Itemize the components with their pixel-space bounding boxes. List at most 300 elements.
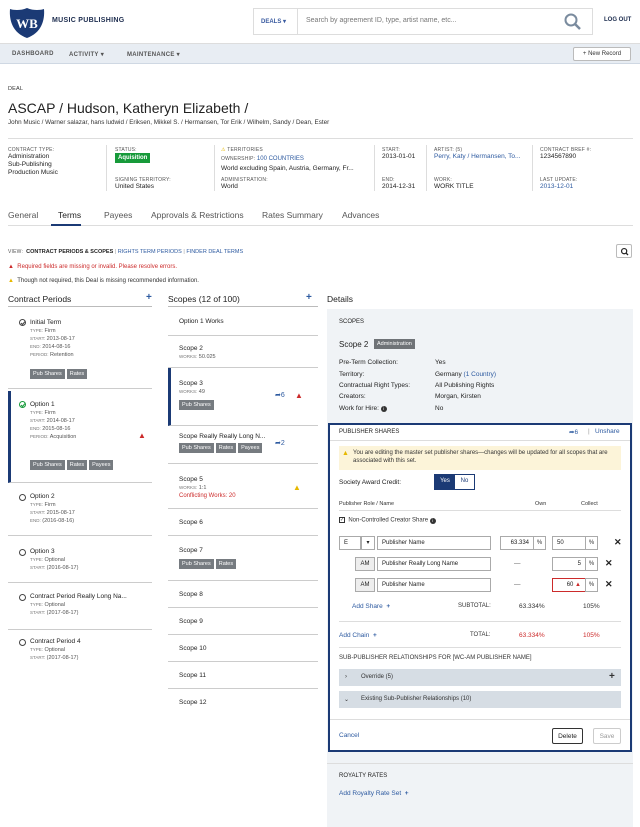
plus-icon: + — [404, 790, 409, 797]
list-item-scope[interactable] — [168, 307, 318, 336]
chevron-down-icon: ⌄ — [344, 697, 350, 703]
existing-label: Existing Sub-Publisher Relationships (10) — [361, 696, 472, 702]
nav-activity[interactable]: ACTIVITY ▾ — [69, 52, 105, 58]
error-icon: ▲ — [295, 391, 303, 400]
period-end: (2016-08-16) — [42, 518, 75, 524]
warning-icon: ▲ — [8, 278, 14, 284]
period-end-row — [30, 426, 70, 432]
col-own-header: Own — [535, 501, 547, 507]
percent-label: % — [585, 557, 598, 571]
type-label: TYPE: — [30, 328, 44, 333]
list-item-scope[interactable] — [168, 689, 318, 716]
col-role-header: Publisher Role / Name — [339, 501, 395, 507]
save-button[interactable]: Save — [593, 728, 621, 744]
toggle-no[interactable]: No — [460, 478, 469, 484]
tabs-divider — [8, 225, 633, 226]
shared-count[interactable] — [569, 428, 578, 436]
divider — [339, 647, 621, 648]
scope-type-tag — [374, 339, 415, 349]
type-label: TYPE: — [30, 410, 44, 415]
scope-works — [179, 389, 205, 395]
period-type: Optional — [44, 557, 66, 563]
period-name: Contract Period 4 — [30, 638, 81, 645]
share-icon: ➦ — [569, 429, 575, 436]
list-item-scope[interactable] — [168, 581, 318, 608]
works-value: 49 — [198, 389, 205, 395]
scope-name: Scope Really Really Long N... — [179, 433, 266, 440]
svg-text:WB: WB — [16, 16, 38, 31]
period-type: Optional — [44, 602, 66, 608]
scope-name: Scope 7 — [179, 547, 203, 554]
conflict-text: Conflicting Works: 20 — [179, 493, 236, 499]
search-scope-dropdown[interactable]: DEALS ▾ — [254, 9, 298, 34]
period-start-row — [30, 655, 78, 661]
divider — [339, 621, 621, 622]
period-start-row — [30, 510, 75, 516]
nav-dashboard[interactable]: DASHBOARD — [12, 51, 54, 57]
scope-name: Option 1 Works — [179, 318, 224, 325]
territories-label-text: TERRITORIES — [227, 147, 263, 153]
period-type: Firm — [44, 328, 56, 334]
scope-detail-name: Scope 2 — [339, 340, 369, 349]
chevron-right-icon: › — [345, 674, 347, 680]
divider — [330, 440, 630, 441]
period-period-row — [30, 352, 74, 358]
period-start: 2013-08-17 — [46, 336, 75, 342]
search-bar[interactable] — [253, 8, 593, 35]
list-item-period[interactable] — [8, 632, 152, 677]
meta-divider — [374, 145, 375, 191]
signing-territory-value: United States — [115, 183, 155, 190]
chevron-down-icon: ▾ — [366, 540, 370, 546]
active-tab-indicator — [51, 224, 81, 226]
deal-title: ASCAP / Hudson, Katheryn Elizabeth / — [8, 100, 249, 116]
detail-key: Creators: — [339, 393, 366, 400]
add-share-label: Add Share — [352, 603, 383, 610]
period-start-row — [30, 336, 75, 342]
share-count: 2 — [280, 440, 285, 447]
last-update-label: LAST UPDATE: — [540, 177, 578, 183]
total-own: 63.334% — [519, 632, 545, 639]
percent-label: % — [585, 578, 598, 592]
end-label: END: — [30, 426, 41, 431]
search-terms-button[interactable] — [616, 244, 632, 258]
tab-rates-summary[interactable]: Rates Summary — [262, 210, 323, 220]
period-label: PERIOD: — [30, 352, 49, 357]
period-start-row — [30, 610, 78, 616]
circle-icon — [19, 494, 26, 501]
pub-shares-tag[interactable]: Pub Shares — [30, 460, 65, 470]
start-label: START: — [30, 510, 46, 515]
end-label: END: — [30, 344, 41, 349]
period-type-row — [30, 410, 56, 416]
list-item-period[interactable] — [8, 485, 152, 536]
period-type-row — [30, 602, 65, 608]
period-period-row — [30, 434, 76, 440]
period-type: Firm — [44, 410, 56, 416]
role-dropdown-caret[interactable] — [361, 536, 375, 550]
col-collect-header: Collect — [581, 501, 598, 507]
total-collect: 105% — [583, 632, 600, 639]
payees-tag[interactable]: Payees — [238, 443, 262, 453]
own-value: — — [514, 560, 521, 567]
rates-tag[interactable]: Rates — [216, 443, 236, 453]
publisher-name-input[interactable]: Publisher Name — [377, 578, 491, 592]
add-royalty-link[interactable] — [339, 790, 409, 797]
nav-maintenance[interactable]: MAINTENANCE ▾ — [127, 52, 180, 58]
remove-row-icon[interactable]: ✕ — [614, 537, 622, 547]
share-count: 6 — [574, 429, 579, 436]
period-type: Firm — [44, 502, 56, 508]
period-type-row — [30, 502, 56, 508]
warning-banner-text: You are editing the master set publisher shares—changes will be updated for all scopes that are associated with this set. — [353, 450, 608, 465]
separator: | — [588, 428, 590, 435]
period-type-row — [30, 557, 65, 563]
role-select[interactable] — [339, 536, 361, 550]
subtotal-own: 63.334% — [519, 603, 545, 610]
scope-works — [179, 485, 206, 491]
royalty-rates-heading: ROYALTY RATES — [339, 773, 388, 779]
list-item-scope[interactable] — [168, 608, 318, 635]
search-scope-label: DEALS — [261, 19, 282, 25]
remove-row-icon[interactable]: ✕ — [605, 558, 613, 568]
list-item-scope[interactable] — [168, 426, 318, 464]
period-end: 2014-08-16 — [42, 344, 71, 350]
override-label: Override (5) — [361, 674, 394, 680]
list-item-period-selected[interactable] — [8, 391, 152, 483]
start-label: START: — [30, 336, 46, 341]
view-option-contract-periods[interactable]: CONTRACT PERIODS & SCOPES — [26, 249, 114, 255]
scope-type-tag-text: Administration — [374, 339, 415, 349]
type-label: TYPE: — [30, 557, 44, 562]
period-start: (2016-08-17) — [46, 565, 79, 571]
role-value: E — [344, 540, 349, 546]
warning-icon: ▲ — [293, 483, 301, 492]
signing-territory-label: SIGNING TERRITORY: — [115, 177, 171, 183]
work-value: WORK TITLE — [434, 183, 474, 190]
pub-shares-tag[interactable]: Pub Shares — [179, 400, 214, 410]
period-type-row — [30, 328, 56, 334]
last-update-link[interactable]: 2013-12-01 — [540, 183, 574, 190]
status-badge-text: Aquisition — [115, 153, 150, 163]
ownership-row — [221, 156, 304, 162]
circle-icon — [19, 594, 26, 601]
top-bar — [0, 0, 640, 44]
start-label: START: — [30, 418, 46, 423]
meta-divider — [106, 145, 107, 191]
scope-name: Scope 3 — [179, 380, 203, 387]
own-input[interactable]: 63.334 — [500, 536, 534, 550]
contract-type-value-3: Production Music — [8, 169, 58, 176]
total-label: TOTAL: — [470, 632, 491, 638]
deal-eyebrow: DEAL — [8, 86, 24, 92]
warning-alert — [8, 278, 199, 284]
period-start: 2015-08-17 — [46, 510, 75, 516]
warning-icon: ⚠ — [221, 147, 226, 153]
period-name: Option 3 — [30, 548, 55, 555]
rates-tag[interactable]: Rates — [216, 559, 236, 569]
works-value: 50.025 — [198, 354, 216, 360]
period-start-row — [30, 418, 75, 424]
warning-banner — [339, 446, 621, 470]
start-label: START: — [30, 565, 46, 570]
existing-sub-pub-accordion[interactable] — [339, 691, 621, 708]
period-label: PERIOD: — [30, 434, 49, 439]
administration-value: World — [221, 183, 238, 190]
list-item-scope-selected[interactable] — [168, 368, 318, 426]
list-item-period[interactable] — [8, 538, 152, 583]
subtotal-label: SUBTOTAL: — [458, 603, 491, 609]
rates-tag[interactable]: Rates — [67, 460, 87, 470]
period-end-row — [30, 344, 70, 350]
scope-works — [179, 354, 216, 360]
divider — [339, 510, 621, 511]
list-item-scope[interactable] — [168, 336, 318, 368]
publisher-shares-heading: PUBLISHER SHARES — [339, 429, 400, 435]
view-label: VIEW: — [8, 249, 24, 255]
tab-advances[interactable]: Advances — [342, 210, 380, 220]
checkbox[interactable]: ✓ — [340, 517, 345, 523]
new-record-button[interactable]: + New Record — [573, 47, 631, 61]
app-name: MUSIC PUBLISHING — [52, 17, 125, 24]
tag-row — [30, 460, 115, 470]
share-count: 6 — [280, 392, 285, 399]
society-award-label: Society Award Credit: — [339, 479, 402, 486]
scope-name: Scope 12 — [179, 699, 207, 706]
search-input[interactable]: Search by agreement ID, type, artist name, etc... — [306, 17, 457, 24]
artist-link[interactable]: Perry, Katy / Hermansen, To... — [434, 153, 521, 160]
scopes-heading: SCOPES — [339, 319, 365, 325]
search-icon — [618, 246, 632, 258]
percent-label: % — [533, 536, 546, 550]
type-label: TYPE: — [30, 502, 44, 507]
meta-divider — [532, 145, 533, 191]
publisher-name-input[interactable]: Publisher Name — [377, 536, 491, 550]
start-label: START: — [382, 147, 400, 153]
own-value: — — [514, 581, 521, 588]
deal-parties: John Music / Warner salazar, hans ludwid / Eriksen, Mikkel S. / Hermansen, Tor Erik / Wilhelm, Sandy / Dean, Ester — [8, 119, 330, 126]
list-item-period[interactable] — [8, 307, 152, 389]
meta-divider — [426, 145, 427, 191]
tag-row — [179, 443, 264, 453]
check-circle-icon — [19, 401, 26, 408]
subtotal-collect: 105% — [583, 603, 600, 610]
divider — [330, 719, 630, 720]
start-label: START: — [30, 655, 46, 660]
plus-icon: + — [386, 603, 391, 610]
contract-type-value-2: Sub-Publishing — [8, 161, 52, 168]
detail-value: Yes — [435, 359, 446, 366]
rates-tag[interactable]: Rates — [67, 369, 87, 379]
wb-logo-icon[interactable] — [8, 7, 46, 39]
delete-button[interactable]: Delete — [552, 728, 583, 744]
add-scope-icon[interactable]: + — [306, 292, 312, 303]
nav-activity-label: ACTIVITY — [69, 52, 99, 58]
scope-name: Scope 8 — [179, 591, 203, 598]
add-period-icon[interactable]: + — [146, 292, 152, 303]
list-item-scope[interactable] — [168, 464, 318, 509]
status-badge — [115, 153, 150, 163]
publisher-name-input[interactable]: Publisher Really Long Name — [377, 557, 491, 571]
list-item-scope[interactable] — [168, 635, 318, 662]
details-title: Details — [327, 294, 353, 304]
toggle-yes[interactable]: Yes — [435, 475, 455, 489]
error-text: Required fields are missing or invalid. Please resolve errors. — [17, 264, 178, 270]
period-end: 2015-08-16 — [42, 426, 71, 432]
artist-label: ARTIST: (5) — [434, 147, 463, 153]
work-for-hire-label: Work for Hire: — [339, 405, 379, 412]
period-start: (2017-08-17) — [46, 610, 79, 616]
info-icon[interactable]: i — [381, 406, 387, 412]
contract-type-label: CONTRACT TYPE: — [8, 147, 55, 153]
tab-terms[interactable]: Terms — [58, 210, 82, 220]
plus-icon: + — [372, 632, 377, 639]
add-chain-link[interactable] — [339, 632, 377, 639]
shared-count[interactable] — [275, 439, 285, 447]
work-label: WORK: — [434, 177, 452, 183]
check-circle-icon — [19, 319, 26, 326]
pub-shares-tag[interactable]: Pub Shares — [30, 369, 65, 379]
pub-shares-tag[interactable]: Pub Shares — [179, 559, 214, 569]
pub-shares-tag[interactable]: Pub Shares — [179, 443, 214, 453]
scope-name: Scope 11 — [179, 672, 206, 679]
works-value: 1:1 — [198, 485, 207, 491]
list-item-scope[interactable] — [168, 662, 318, 689]
period-name: Initial Term — [30, 319, 62, 326]
circle-icon — [19, 549, 26, 556]
unshare-link[interactable]: Unshare — [595, 428, 620, 435]
view-option-rights-term[interactable]: RIGHTS TERM PERIODS — [117, 249, 182, 255]
end-label: END: — [382, 177, 395, 183]
sub-pub-heading: SUB-PUBLISHER RELATIONSHIPS FOR [WC-AM PUBLISHER NAME] — [339, 655, 532, 661]
period-start: 2014-08-17 — [46, 418, 75, 424]
payees-tag[interactable]: Payees — [89, 460, 113, 470]
non-controlled-label: Non-Controlled Creator Share — [348, 517, 429, 524]
scope-name: Scope 6 — [179, 519, 203, 526]
scope-name: Scope 9 — [179, 618, 203, 625]
tab-payees[interactable]: Payees — [104, 210, 133, 220]
contract-type-value: Administration — [8, 153, 50, 160]
society-award-toggle[interactable] — [434, 474, 475, 490]
warning-text: Though not required, this Deal is missing recommended information. — [17, 278, 199, 284]
tab-approvals[interactable]: Approvals & Restrictions — [151, 210, 244, 220]
detail-value: Morgan, Kirsten — [435, 393, 481, 400]
error-icon: ▲ — [138, 431, 146, 440]
tag-row — [179, 559, 238, 569]
period-type-row — [30, 647, 65, 653]
list-item-period[interactable] — [8, 585, 152, 630]
list-item-scope[interactable] — [168, 536, 318, 581]
ownership-link[interactable]: 100 COUNTRIES — [256, 156, 304, 162]
territories-label — [221, 147, 263, 153]
search-icon[interactable] — [564, 13, 582, 31]
scope-name: Scope 2 — [179, 345, 203, 352]
detail-key: Contractual Right Types: — [339, 382, 411, 389]
detail-value: No — [435, 405, 444, 412]
view-switcher: VIEW: CONTRACT PERIODS & SCOPES | RIGHTS TERM PERIODS | FINDER DEAL TERMS — [8, 249, 244, 255]
period-name: Contract Period Really Long Na... — [30, 593, 127, 600]
non-controlled-row — [339, 517, 436, 524]
collect-input-error[interactable] — [552, 578, 586, 592]
period-type: Optional — [44, 647, 66, 653]
tab-general[interactable]: General — [8, 210, 39, 220]
scopes-title: Scopes (12 of 100) — [168, 294, 240, 304]
scope-name: Scope 10 — [179, 645, 207, 652]
error-icon: ▲ — [575, 582, 581, 588]
override-accordion[interactable] — [339, 669, 621, 686]
divider — [327, 763, 633, 764]
role-value: AM — [355, 557, 375, 571]
type-label: TYPE: — [30, 647, 44, 652]
period-value: Retention — [50, 352, 74, 358]
status-label: STATUS: — [115, 147, 137, 153]
percent-label: % — [585, 536, 598, 550]
collect-input[interactable]: 50 — [552, 536, 586, 550]
add-royalty-label: Add Royalty Rate Set — [339, 790, 402, 797]
period-end-row — [30, 518, 74, 524]
main-nav — [0, 44, 640, 64]
meta-divider — [214, 145, 215, 191]
works-label: WORKS: — [179, 485, 198, 490]
period-name: Option 1 — [30, 401, 55, 408]
role-value: AM — [355, 578, 375, 592]
works-label: WORKS: — [179, 354, 198, 359]
end-label: END: — [30, 518, 41, 523]
add-share-link[interactable] — [352, 603, 390, 610]
error-alert — [8, 264, 177, 270]
detail-key — [339, 405, 387, 412]
end-value: 2014-12-31 — [382, 183, 416, 190]
cancel-link[interactable]: Cancel — [339, 732, 360, 739]
ownership-detail: World excluding Spain, Austria, Germany, Fr... — [221, 165, 354, 172]
nav-maintenance-label: MAINTENANCE — [127, 52, 175, 58]
period-value: Acquisition — [49, 434, 77, 440]
administration-label: ADMINISTRATION: — [221, 177, 268, 183]
period-start: (2017-08-17) — [46, 655, 79, 661]
detail-value: All Publishing Rights — [435, 382, 495, 389]
logout-link[interactable]: LOG OUT — [604, 17, 632, 23]
detail-key: Pre-Term Collection: — [339, 359, 398, 366]
list-item-scope[interactable] — [168, 509, 318, 536]
divider — [8, 138, 633, 139]
share-icon: ➦ — [275, 392, 281, 399]
period-start-row — [30, 565, 78, 571]
works-label: WORKS: — [179, 389, 198, 394]
start-value: 2013-01-01 — [382, 153, 416, 160]
remove-row-icon[interactable]: ✕ — [605, 579, 613, 589]
ownership-label: OWNERSHIP: — [221, 156, 256, 162]
warning-icon: ▲ — [342, 450, 349, 457]
territory-value: Germany — [435, 371, 464, 378]
period-name: Option 2 — [30, 493, 55, 500]
type-label: TYPE: — [30, 602, 44, 607]
contract-brief-label: CONTRACT BREF #: — [540, 147, 592, 153]
tag-row — [30, 369, 89, 379]
error-icon: ▲ — [8, 264, 14, 270]
circle-icon — [19, 639, 26, 646]
contract-periods-title: Contract Periods — [8, 294, 72, 304]
view-option-finder-deal[interactable]: FINDER DEAL TERMS — [186, 249, 244, 255]
add-chain-label: Add Chain — [339, 632, 370, 639]
add-override-icon[interactable]: + — [609, 671, 615, 682]
tag-row — [179, 400, 216, 410]
start-label: START: — [30, 610, 46, 615]
shared-count[interactable] — [275, 391, 285, 399]
info-icon[interactable]: i — [430, 518, 436, 524]
territory-country-link[interactable]: (1 Country) — [463, 371, 497, 378]
detail-key: Territory: — [339, 371, 365, 378]
collect-input[interactable]: 5 — [552, 557, 586, 571]
